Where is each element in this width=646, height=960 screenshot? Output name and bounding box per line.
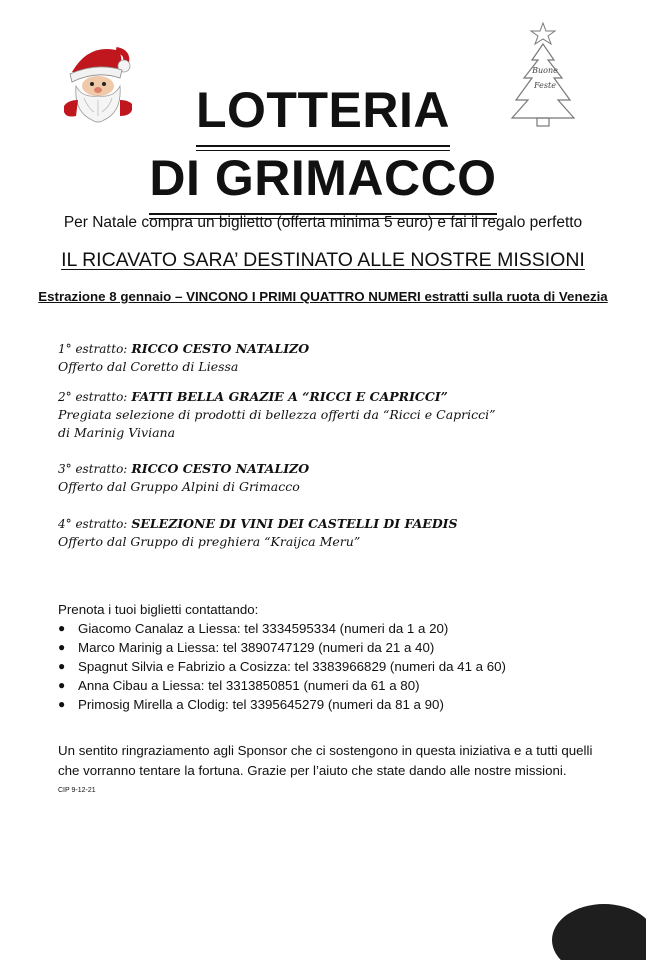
contact-item: ● Anna Cibau a Liessa: tel 3313850851 (numeri da 61 a 80) xyxy=(58,678,420,693)
bullet-icon: ● xyxy=(58,621,66,635)
prize-name: SELEZIONE DI VINI DEI CASTELLI DI FAEDIS xyxy=(131,516,458,531)
document-code: CIP 9-12-21 xyxy=(58,787,96,794)
contacts-intro: Prenota i tuoi biglietti contattando: xyxy=(58,602,259,617)
draw-info: Estrazione 8 gennaio – VINCONO I PRIMI QUATTRO NUMERI estratti sulla ruota di Venezia xyxy=(38,289,608,304)
prize-name: FATTI BELLA GRAZIE A “RICCI E CAPRICCI” xyxy=(131,389,448,404)
bullet-icon: ● xyxy=(58,659,66,673)
title-line-2: DI GRIMACCO xyxy=(149,150,497,206)
prize-2 xyxy=(58,388,496,442)
prize-offer: Offerto dal Coretto di Liessa xyxy=(58,359,239,374)
contacts-list xyxy=(58,619,506,714)
tree-text-buone: Buone xyxy=(532,66,558,75)
thanks-paragraph: Un sentito ringraziamento agli Sponsor che ci sostengono in questa iniziativa e a tutti quelli che vorranno tentare la fortuna. Grazie per l’aiuto che state dando alle nostre missioni. xyxy=(58,743,593,778)
prize-name: RICCO CESTO NATALIZO xyxy=(131,461,310,476)
prize-offer: Offerto dal Gruppo di preghiera “Kraijca Meru” xyxy=(58,534,361,549)
contact-item: ● Spagnut Silvia e Fabrizio a Cosizza: tel 3383966829 (numeri da 41 a 60) xyxy=(58,659,506,674)
contact-item: ● Giacomo Canalaz a Liessa: tel 3334595334 (numeri da 1 a 20) xyxy=(58,621,449,636)
corner-shape xyxy=(548,900,646,960)
prize-offer-line-1: Pregiata selezione di prodotti di bellezza offerti da “Ricci e Capricci” xyxy=(58,407,496,422)
prize-position: 1° estratto: xyxy=(58,342,128,356)
prize-4 xyxy=(58,515,458,551)
contact-item: ● Primosig Mirella a Clodig: tel 3395645279 (numeri da 81 a 90) xyxy=(58,697,444,712)
tree-text-feste: Feste xyxy=(534,81,556,90)
prize-offer: Offerto dal Gruppo Alpini di Grimacco xyxy=(58,479,300,494)
bullet-icon: ● xyxy=(58,697,66,711)
subtitle: Per Natale compra un biglietto (offerta minima 5 euro) e fai il regalo perfetto xyxy=(63,214,583,231)
contact-item: ● Marco Marinig a Liessa: tel 3890747129 (numeri da 21 a 40) xyxy=(58,640,435,655)
bullet-icon: ● xyxy=(58,678,66,692)
proceeds-statement: IL RICAVATO SARA’ DESTINATO ALLE NOSTRE MISSIONI xyxy=(61,249,585,271)
prize-1 xyxy=(58,340,309,376)
prize-position: 3° estratto: xyxy=(58,462,128,476)
prize-position: 4° estratto: xyxy=(58,517,128,531)
bullet-icon: ● xyxy=(58,640,66,654)
prize-position: 2° estratto: xyxy=(58,390,128,404)
contacts-section xyxy=(58,600,506,714)
prize-offer-line-2: di Marinig Viviana xyxy=(58,425,176,440)
prize-name: RICCO CESTO NATALIZO xyxy=(131,341,310,356)
title-line-1: LOTTERIA xyxy=(196,82,450,138)
prize-3 xyxy=(58,460,309,496)
